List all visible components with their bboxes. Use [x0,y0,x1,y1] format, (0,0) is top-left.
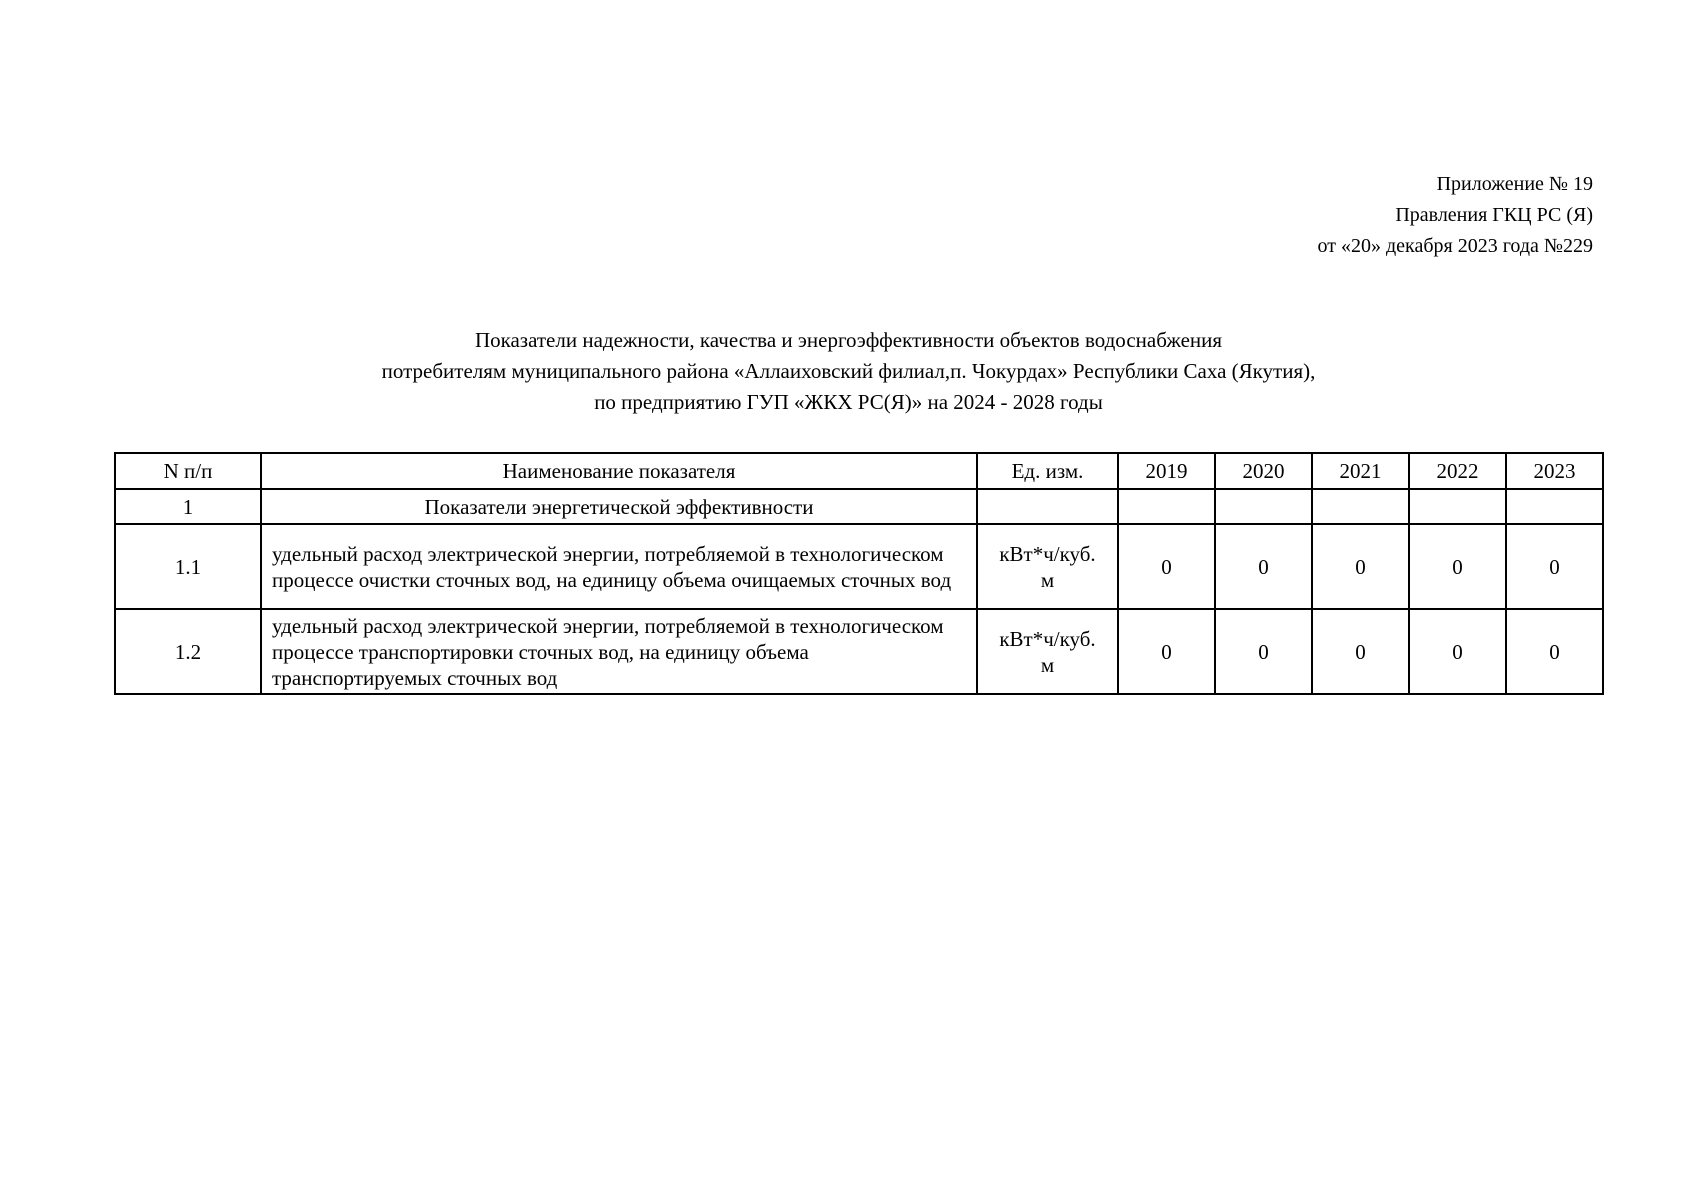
row-value-2019: 0 [1118,524,1215,609]
header-name: Наименование показателя [261,453,977,489]
title-line-1: Показатели надежности, качества и энергоэффективности объектов водоснабжения [474,328,1223,352]
document-title [0,325,1697,418]
section-empty-cell [977,489,1118,524]
row-value-2023: 0 [1506,524,1603,609]
header-unit: Ед. изм. [977,453,1118,489]
row-unit-line: кВт*ч/куб. [999,626,1096,651]
table-row [115,609,1603,694]
section-empty-cell [1409,489,1506,524]
section-empty-cell [1215,489,1312,524]
row-value-2019: 0 [1118,609,1215,694]
row-unit-line: м [1040,652,1055,677]
appendix-issuer: Правления ГКЦ РС (Я) [1395,204,1593,226]
row-indicator-name: удельный расход электрической энергии, потребляемой в технологическом процессе транспортировки сточных вод, на единицу объема транспортируемых сточных вод [261,609,977,694]
section-empty-cell [1312,489,1409,524]
title-line-2: потребителям муниципального района «Аллаиховский филиал,п. Чокурдах» Республики Саха (Якутия), [381,359,1316,383]
table-row [115,524,1603,609]
row-value-2020: 0 [1215,524,1312,609]
header-year-2019: 2019 [1118,453,1215,489]
row-value-2023: 0 [1506,609,1603,694]
header-year-2020: 2020 [1215,453,1312,489]
header-year-2023: 2023 [1506,453,1603,489]
row-value-2021: 0 [1312,609,1409,694]
row-value-2022: 0 [1409,609,1506,694]
section-name: Показатели энергетической эффективности [261,489,977,524]
section-empty-cell [1506,489,1603,524]
table-section-row [115,489,1603,524]
row-value-2022: 0 [1409,524,1506,609]
section-empty-cell [1118,489,1215,524]
header-num: N п/п [115,453,261,489]
appendix-block [1318,169,1593,262]
row-unit [977,609,1118,694]
row-unit-line: м [1040,567,1055,592]
header-year-2022: 2022 [1409,453,1506,489]
appendix-number: Приложение № 19 [1436,173,1593,195]
row-value-2020: 0 [1215,609,1312,694]
row-num: 1.1 [115,524,261,609]
header-year-2021: 2021 [1312,453,1409,489]
table-header-row [115,453,1603,489]
appendix-date: от «20» декабря 2023 года №229 [1317,235,1593,257]
row-unit [977,524,1118,609]
row-indicator-name: удельный расход электрической энергии, потребляемой в технологическом процессе очистки сточных вод, на единицу объема очищаемых сточных вод [261,524,977,609]
section-num: 1 [115,489,261,524]
row-unit-line: кВт*ч/куб. [999,541,1096,566]
row-value-2021: 0 [1312,524,1409,609]
row-num: 1.2 [115,609,261,694]
indicators-table [114,452,1604,695]
title-line-3: по предприятию ГУП «ЖКХ РС(Я)» на 2024 - 2028 годы [594,390,1103,414]
